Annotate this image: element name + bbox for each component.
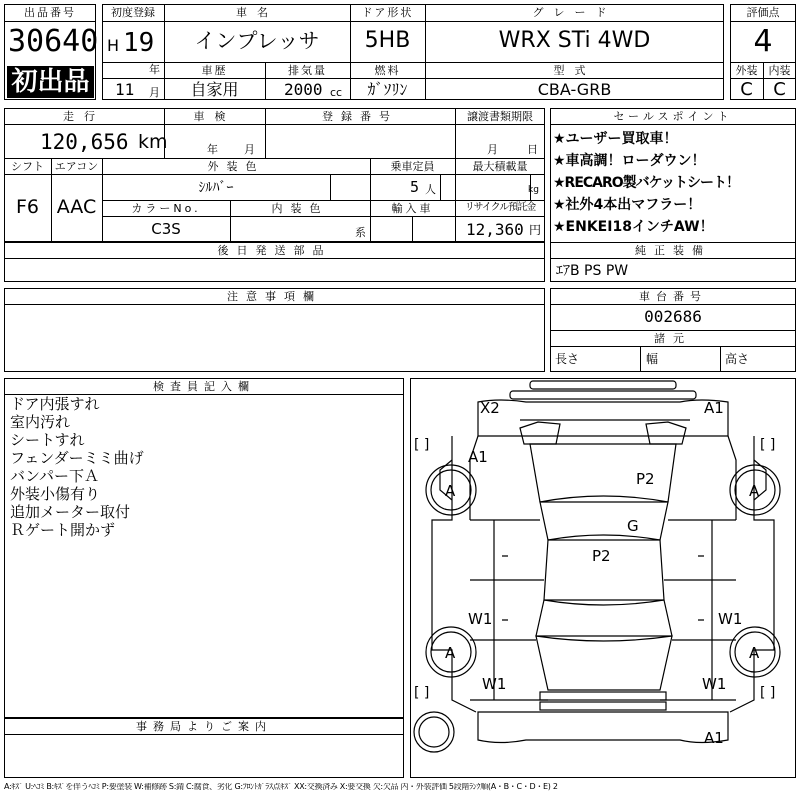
- sales-point-2: ★車高調！ローダウン！: [553, 153, 706, 169]
- mileage-unit: km: [138, 131, 168, 153]
- recycle-label: リサイクル預託金: [464, 202, 536, 213]
- chassis-number: 002686: [644, 307, 702, 326]
- mileage: 120,656: [40, 130, 129, 154]
- bracket-left-top: [ ]: [414, 437, 430, 453]
- mark-front-left-wheel: A: [445, 482, 456, 500]
- car-name-label: 車名: [236, 6, 278, 19]
- score: 4: [753, 24, 773, 59]
- color-no: C3S: [151, 220, 181, 238]
- grade-label: グレード: [532, 6, 617, 19]
- grade: WRX STi 4WD: [498, 28, 651, 53]
- displacement: 2000: [284, 80, 323, 99]
- mileage-label: 走行: [63, 110, 105, 123]
- inspector-line-1: ドア内張すれ: [10, 395, 100, 413]
- era: H: [107, 36, 120, 55]
- shift: F6: [15, 196, 40, 218]
- inspector-line-3: シートすれ: [10, 431, 85, 449]
- displacement-label: 排気量: [288, 64, 327, 77]
- mark-roof: P2: [592, 547, 611, 565]
- mark-front-right-wheel: A: [749, 482, 760, 500]
- interior-color-unit: 系: [355, 226, 366, 239]
- interior-grade: C: [773, 79, 786, 100]
- sales-point-5: ★ENKEI18インチAW！: [553, 219, 714, 235]
- length-label: 長さ: [555, 352, 580, 366]
- chassis-label: 車台番号: [639, 290, 707, 303]
- displacement-unit: cc: [330, 86, 343, 99]
- sales-point-1: ★ユーザー買取車！: [553, 131, 678, 147]
- exterior-label: 外装: [735, 64, 758, 77]
- shift-label: シフト: [11, 160, 44, 173]
- transfer-month-unit: 月: [487, 143, 498, 156]
- history-label: 車歴: [201, 64, 228, 77]
- bracket-left-bottom: [ ]: [414, 685, 430, 701]
- max-load-label: 最大積載量: [472, 160, 528, 173]
- office-label: 事務局よりご案内: [136, 720, 272, 733]
- ac-label: エアコン: [54, 160, 99, 173]
- year-unit: 年: [149, 63, 160, 76]
- reg-year: 19: [123, 28, 155, 58]
- exterior-color: ｼﾙﾊﾞｰ: [198, 180, 234, 196]
- transfer-label: 譲渡書類期限: [467, 110, 533, 123]
- equipment-list: ｴｱB PS PW: [556, 263, 629, 279]
- mark-rear-left-wheel: A: [445, 644, 456, 662]
- mark-right-rear-door: W1: [718, 610, 743, 628]
- bracket-right-top: [ ]: [760, 437, 776, 453]
- width-label: 幅: [646, 352, 659, 366]
- inspector-line-5: バンパー下Ａ: [10, 467, 99, 485]
- history: 自家用: [190, 80, 239, 99]
- mark-bonnet: P2: [636, 470, 655, 488]
- mark-left-fender: A1: [468, 448, 488, 466]
- mark-windshield: G: [627, 517, 639, 535]
- spec-label: 諸元: [654, 332, 692, 345]
- inspection-month-unit: 月: [244, 143, 255, 156]
- first-reg-label: 初度登録: [111, 6, 155, 19]
- exterior-color-label: 外装色: [207, 160, 265, 173]
- ac: AAC: [56, 196, 97, 218]
- import-label: 輸入車: [391, 202, 434, 215]
- lot-number: 30640: [8, 24, 99, 59]
- legend: A:ｷｽﾞ U:ﾍｺﾐ B:ｷｽﾞを伴うﾍｺﾐ P:要塗装 W:補修跡 S:錆 C:腐食、劣化 G:ﾌﾛﾝﾄｶﾞﾗｽ点ｷｽﾞ XX:交換済み X:要交換 欠:欠品 内・外装評価 5段階ﾗﾝｸ順(A・B・C・D・E) 2: [4, 783, 558, 791]
- interior-color-label: 内装色: [271, 202, 329, 215]
- door-label: ドア形状: [361, 6, 414, 19]
- sales-points-label: セールスポイント: [613, 110, 733, 123]
- notes-label: 注意事項欄: [227, 290, 322, 303]
- height-label: 高さ: [725, 352, 750, 366]
- month-unit: 月: [149, 86, 160, 99]
- inspector-line-8: Ｒゲート開かず: [10, 521, 116, 539]
- mark-left-quarter: W1: [482, 675, 507, 693]
- model-code: CBA-GRB: [537, 80, 612, 99]
- equipment-label: 純正装備: [635, 244, 711, 257]
- mark-left-rear-door: W1: [468, 610, 493, 628]
- later-parts-label: 後日発送部品: [217, 244, 332, 257]
- recycle-amount: 12,360: [466, 220, 524, 239]
- inspection-year-unit: 年: [207, 143, 218, 156]
- reg-month: 11: [115, 80, 135, 99]
- inspection-label: 車検: [193, 110, 236, 123]
- recycle-unit: 円: [529, 223, 542, 237]
- exterior-grade: C: [740, 79, 753, 100]
- capacity: 5: [410, 178, 420, 196]
- bracket-right-bottom: [ ]: [760, 685, 776, 701]
- door-type: 5HB: [364, 28, 411, 53]
- mark-rear-right-wheel: A: [749, 644, 760, 662]
- transfer-day-unit: 日: [527, 143, 538, 156]
- inspector-label: 検査員記入欄: [153, 380, 255, 393]
- capacity-label: 乗車定員: [390, 160, 435, 173]
- lot-number-label: 出品番号: [24, 6, 76, 19]
- capacity-unit: 人: [425, 183, 436, 196]
- model-label: 型式: [553, 64, 596, 77]
- registration-label: 登録番号: [322, 110, 398, 123]
- car-name: インプレッサ: [194, 29, 320, 53]
- interior-label: 内装: [768, 64, 791, 77]
- fuel-label: 燃料: [374, 64, 401, 77]
- mark-rear-bumper: A1: [704, 729, 724, 747]
- fuel: ｶﾞｿﾘﾝ: [367, 80, 408, 99]
- inspector-line-2: 室内汚れ: [10, 413, 71, 431]
- sales-point-4: ★社外4本出マフラー！: [553, 197, 702, 213]
- mark-front-right-corner: A1: [704, 399, 724, 417]
- first-listing-badge: 初出品: [7, 66, 94, 98]
- sales-point-3: ★RECARO製バケットシート！: [553, 175, 739, 191]
- inspector-line-7: 追加メーター取付: [10, 503, 131, 521]
- color-no-label: カラーNo.: [131, 202, 201, 215]
- mark-front-left-corner: X2: [480, 399, 500, 417]
- inspector-line-4: フェンダーミミ曲げ: [10, 449, 144, 467]
- inspector-line-6: 外装小傷有り: [10, 485, 101, 503]
- max-load-unit: kg: [528, 185, 539, 195]
- score-label: 評価点: [746, 6, 780, 19]
- mark-right-quarter: W1: [702, 675, 727, 693]
